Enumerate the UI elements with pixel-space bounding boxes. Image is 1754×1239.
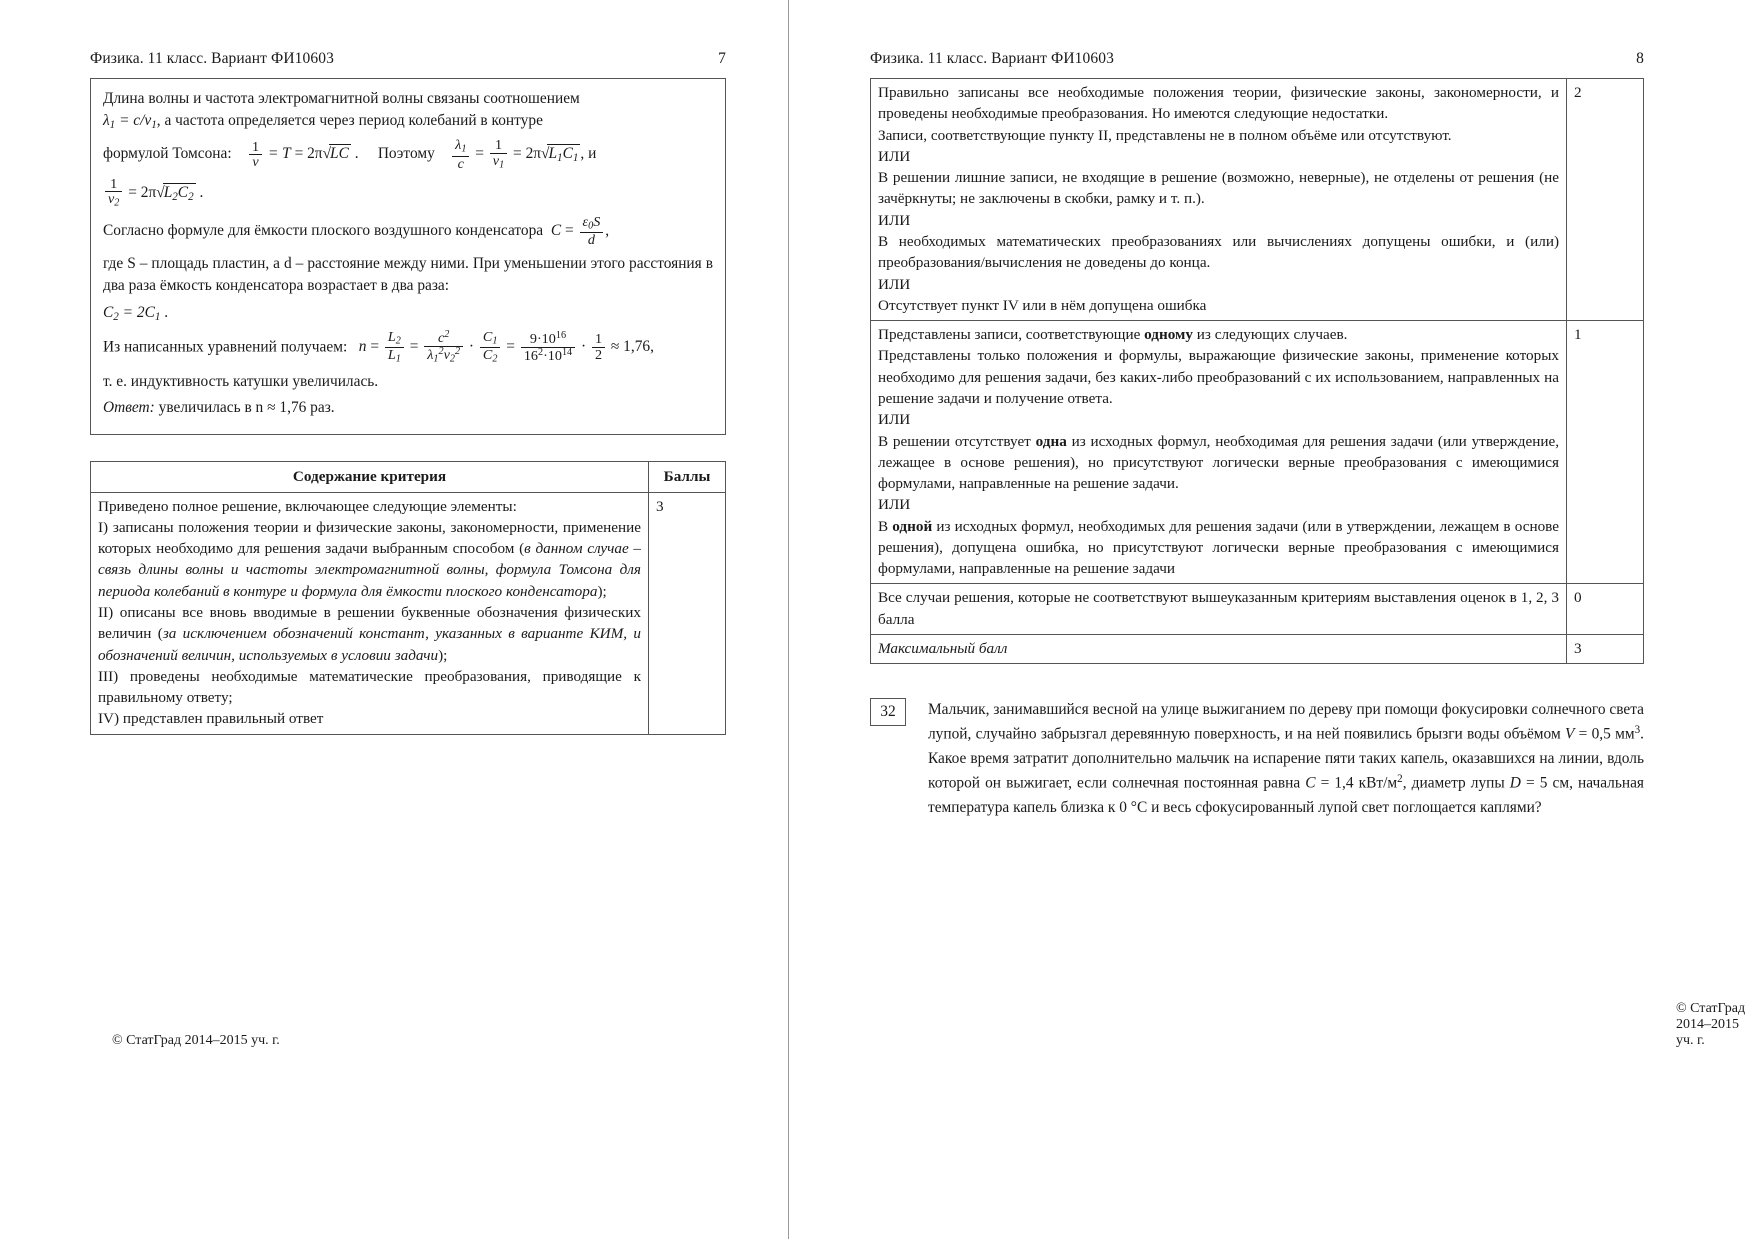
criteria-line: III) проведены необходимые математические преобразования, приводящие к правильному ответу; <box>98 667 641 707</box>
solution-paragraph-1: Длина волны и частота электромагнитной волны связаны соотношением $\lambda_1 = c/\nu_1$, а частота определяется через период колебаний в контуре <box>103 90 580 131</box>
criteria-line: Отсутствует пункт IV или в нём допущена ошибка <box>878 296 1207 314</box>
criteria-line: В необходимых математических преобразованиях или вычислениях допущены ошибки, и (или) преобразования/вычисления не доведены до конца. <box>878 232 1559 272</box>
solution-paragraph-5 <box>103 253 713 297</box>
solution-paragraph-8 <box>103 371 713 393</box>
header-title-right: Физика. 11 класс. Вариант ФИ10603 <box>870 50 1114 67</box>
criteria-score-0: 0 <box>1567 584 1644 635</box>
table-row <box>871 584 1644 635</box>
solution-line-1e: , и <box>580 145 597 163</box>
solution-line-1d: Поэтому <box>377 145 435 163</box>
task-text: Мальчик, занимавшийся весной на улице выжиганием по дереву при помощи фокусировки солнечного света лупой, случайно забрызгал деревянную поверхность, и на ней появились брызги воды объёмом V = 0,5 $мм^3$. Какое время затратит дополнительно мальчик на испарение пяти таких капель, оказавшихся на линии, вдоль которой он выжигает, если солнечная постоянная равна C = 1,4 кВт/$м^2$, диаметр лупы D = 5 см, начальная температура капель близка к 0 °C и весь сфокусированный лупой свет поглощается каплями? <box>928 701 1645 816</box>
criteria-line: Представлены записи, соответствующие одному из следующих случаев. <box>878 326 1348 344</box>
table-row <box>871 79 1644 321</box>
solution-line-5: т. е. индуктивность катушки увеличилась. <box>103 372 379 390</box>
criteria-line: В решении отсутствует одна из исходных формул, необходимая для решения задачи (или утверждение, лежащее в основе решения), но присутствуют логически верные преобразования с имеющимися формулами, направленные на решение задачи. <box>878 432 1559 493</box>
criteria-line: ИЛИ <box>878 147 911 165</box>
solution-paragraph-4: Согласно формуле для ёмкости плоского воздушного конденсатора C = $\frac{\varepsilon_0S}{d}$ , <box>103 213 610 248</box>
criteria-line: ИЛИ <box>878 411 911 429</box>
solution-line-3: где S – площадь пластин, а d – расстояние между ними. При уменьшении этого расстояния в два раза ёмкость конденсатора возрастает в два раза: <box>103 254 713 294</box>
answer-label: Ответ: <box>103 399 155 417</box>
solution-answer <box>103 397 713 419</box>
criteria-score-2: 2 <box>1567 79 1644 321</box>
footer-right: © СтатГрад 2014–2015 уч. г. <box>1676 1001 1746 1048</box>
running-head-right <box>870 50 1644 68</box>
criteria-table-left-wrap <box>90 461 726 734</box>
criteria-line: ИЛИ <box>878 211 911 229</box>
criteria-line: Записи, соответствующие пункту II, представлены не в полном объёме или отсутствуют. <box>878 126 1452 144</box>
header-title-left: Физика. 11 класс. Вариант ФИ10603 <box>90 50 334 67</box>
solution-box <box>90 78 726 435</box>
footer-left: © СтатГрад 2014–2015 уч. г. <box>112 1033 280 1048</box>
criteria-table-left <box>90 461 726 734</box>
col-header-score: Баллы <box>649 462 726 492</box>
criteria-score-1: 1 <box>1567 321 1644 584</box>
criteria-line: Представлены только положения и формулы, выражающие физические законы, применение которых необходимо для решения задачи, без каких-либо преобразований с их использованием, направленных на решение задачи и получение ответа. <box>878 347 1559 407</box>
page-number-right: 8 <box>1636 50 1644 67</box>
criteria-line: ИЛИ <box>878 496 911 514</box>
table-row <box>91 492 726 734</box>
col-header-content: Содержание критерия <box>91 462 649 492</box>
criteria-line: I) записаны положения теории и физические законы, закономерности, применение которых необходимо для решения задачи выбранным способом (в данном случае – связь длины волны и частоты электромагнитной волны, формула Томсона для периода колебаний в контуре и формула для ёмкости плоского конденсатора); <box>98 518 641 600</box>
solution-paragraph-6: $C_2 = 2C_1$ . <box>103 303 169 323</box>
page-left <box>0 0 788 1239</box>
solution-paragraph-2: формулой Томсона: $\frac{1}{\nu}$ = T = 2π√LC . Поэтому $\frac{\lambda_1}{c}$ = $\frac{1}{\nu_1}$ = $2\pi√L_1C_1$ , и <box>103 137 597 172</box>
solution-line-1b: , а частота определяется через период колебаний в контуре <box>156 111 543 129</box>
table-header-row <box>91 462 726 492</box>
solution-line-2: Согласно формуле для ёмкости плоского воздушного конденсатора <box>103 221 544 239</box>
answer-text: увеличилась в n ≈ 1,76 раз. <box>158 399 335 417</box>
page-number-left: 7 <box>718 50 726 67</box>
table-row <box>871 321 1644 584</box>
task-number: 32 <box>870 698 906 726</box>
task-32 <box>870 698 1644 819</box>
criteria-cell-2 <box>871 79 1567 321</box>
criteria-cell-3 <box>91 492 649 734</box>
criteria-line: IV) представлен правильный ответ <box>98 710 324 728</box>
table-row-max <box>871 635 1644 664</box>
solution-line-1c: формулой Томсона: <box>103 145 232 163</box>
criteria-cell-0: Все случаи решения, которые не соответствуют вышеуказанным критериям выставления оценок в 1, 2, 3 балла <box>871 584 1567 635</box>
criteria-line: Приведено полное решение, включающее следующие элементы: <box>98 497 517 515</box>
solution-paragraph-7: Из написанных уравнений получаем: n = $\frac{L_2}{L_1}$ = $\frac{c^2}{\lambda_1^2\nu_2^2}$ · $\frac{C_1}{C_2}$ = $\frac{9\cdot 10^{16}}{16^2\cdot 10^{14}}$ · $\frac{1}{2}$ ≈ 1,76, <box>103 329 654 365</box>
criteria-line: II) описаны все вновь вводимые в решении буквенные обозначения физических величин (за исключением обозначений констант, указанных в варианте КИМ, и обозначений величин, используемых в условии задачи); <box>98 603 642 664</box>
max-score-label: Максимальный балл <box>871 635 1567 664</box>
criteria-table-right <box>870 78 1644 664</box>
criteria-line: Правильно записаны все необходимые положения теории, физические законы, закономерности, и проведены необходимые преобразования. Но имеются следующие недостатки. <box>878 84 1559 123</box>
criteria-line: ИЛИ <box>878 275 911 293</box>
criteria-cell-1 <box>871 321 1567 584</box>
running-head-left <box>90 50 726 68</box>
solution-line-1a: Длина волны и частота электромагнитной волны связаны соотношением <box>103 90 580 107</box>
criteria-line: В одной из исходных формул, необходимых для решения задачи (или в утверждении, лежащем в основе решения), допущена ошибка, но присутствуют логически верные преобразования с имеющимися формулами, направленные на решение задачи <box>878 517 1559 578</box>
criteria-line: В решении лишние записи, не входящие в решение (возможно, неверные), не отделены от решения (не зачёркнуты; не заключены в скобки, рамку и т. п.). <box>878 169 1559 208</box>
max-score-value: 3 <box>1567 635 1644 664</box>
criteria-score-3: 3 <box>649 492 726 734</box>
solution-paragraph-3: $\frac{1}{\nu_2}$ = $2\pi√L_2C_2$ . <box>103 177 713 210</box>
page-right <box>788 0 1754 1239</box>
solution-line-4: Из написанных уравнений получаем: <box>103 338 348 356</box>
